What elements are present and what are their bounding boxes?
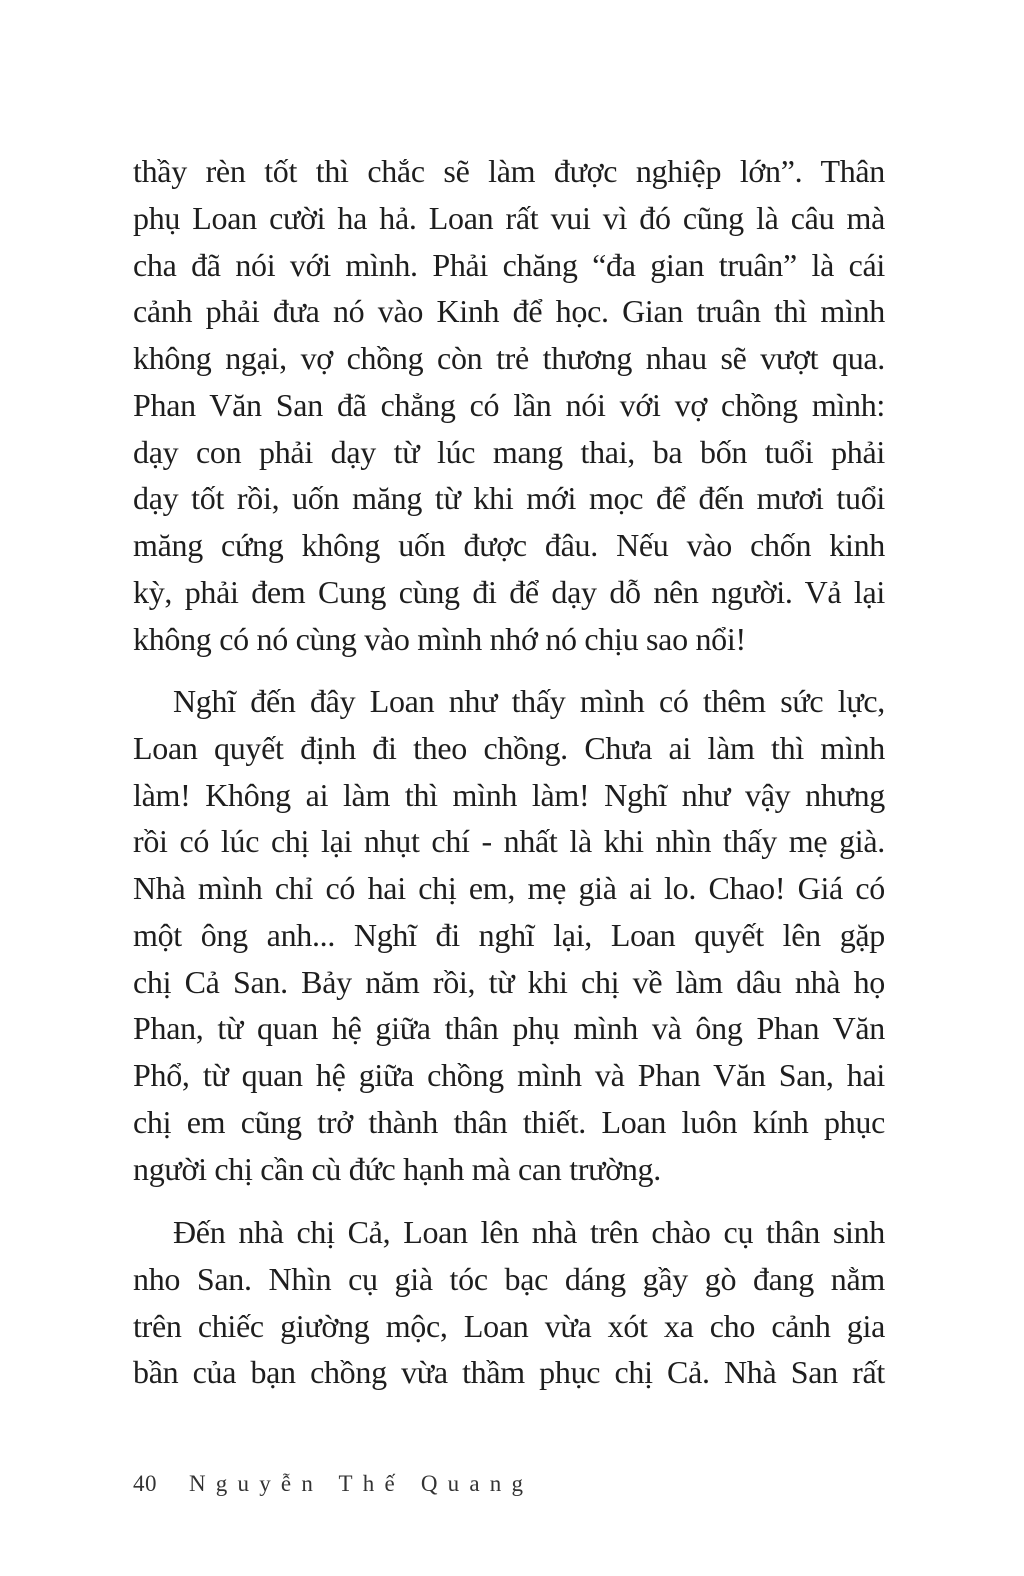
text-line: không có nó cùng vào mình nhớ nó chịu sao nổi! [133, 620, 746, 657]
text-line: không ngại, vợ chồng còn trẻ thương nhau sẽ vượt qua. [133, 340, 885, 376]
page-number: 40 [133, 1471, 157, 1496]
paragraph-2 [133, 678, 885, 1192]
text-line: dạy tốt rồi, uốn măng từ khi mới mọc để đến mươi tuổi [133, 480, 885, 517]
paragraph-3 [133, 1209, 885, 1396]
text-line: Loan quyết định đi theo chồng. Chưa ai làm thì mình [133, 729, 885, 766]
text-line: trên chiếc giường mộc, Loan vừa xót xa cho cảnh gia [133, 1307, 885, 1344]
text-line: kỳ, phải đem Cung cùng đi để dạy dỗ nên người. Vả lại [133, 573, 885, 610]
text-line: làm! Không ai làm thì mình làm! Nghĩ như vậy nhưng [133, 776, 885, 813]
text-line: Phan Văn San đã chẳng có lần nói với vợ chồng mình: [133, 386, 885, 423]
text-line: chị Cả San. Bảy năm rồi, từ khi chị về làm dâu nhà họ [133, 963, 885, 1000]
text-line: một ông anh... Nghĩ đi nghĩ lại, Loan quyết lên gặp [133, 916, 885, 953]
page-footer [133, 1471, 533, 1497]
text-line: cha đã nói với mình. Phải chăng “đa gian truân” là cái [133, 246, 885, 283]
paragraph-1 [133, 148, 885, 662]
text-line: bần của bạn chồng vừa thầm phục chị Cả. Nhà San rất [133, 1354, 885, 1391]
text-line: nho San. Nhìn cụ già tóc bạc dáng gầy gò đang nằm [133, 1260, 885, 1297]
text-line: dạy con phải dạy từ lúc mang thai, ba bốn tuổi phải [133, 433, 885, 470]
text-line: phụ Loan cười ha hả. Loan rất vui vì đó cũng là câu mà [133, 199, 885, 236]
text-line: người chị cần cù đức hạnh mà can trường. [133, 1150, 661, 1187]
text-line: cảnh phải đưa nó vào Kinh để học. Gian truân thì mình [133, 293, 885, 330]
text-line: chị em cũng trở thành thân thiết. Loan luôn kính phục [133, 1103, 885, 1140]
text-line: Nghĩ đến đây Loan như thấy mình có thêm sức lực, [173, 683, 885, 719]
text-line: Phan, từ quan hệ giữa thân phụ mình và ông Phan Văn [133, 1010, 885, 1047]
text-line: thầy rèn tốt thì chắc sẽ làm được nghiệp lớn”. Thân [133, 153, 885, 189]
author-name: Nguyễn Thế Quang [189, 1471, 534, 1496]
text-line: Phổ, từ quan hệ giữa chồng mình và Phan Văn San, hai [133, 1057, 885, 1093]
text-line: măng cứng không uốn được đâu. Nếu vào chốn kinh [133, 527, 885, 563]
text-line: rồi có lúc chị lại nhụt chí - nhất là khi nhìn thấy mẹ già. [133, 823, 885, 860]
text-line: Nhà mình chỉ có hai chị em, mẹ già ai lo. Chao! Giá có [133, 870, 885, 906]
text-line: Đến nhà chị Cả, Loan lên nhà trên chào cụ thân sinh [173, 1214, 885, 1250]
